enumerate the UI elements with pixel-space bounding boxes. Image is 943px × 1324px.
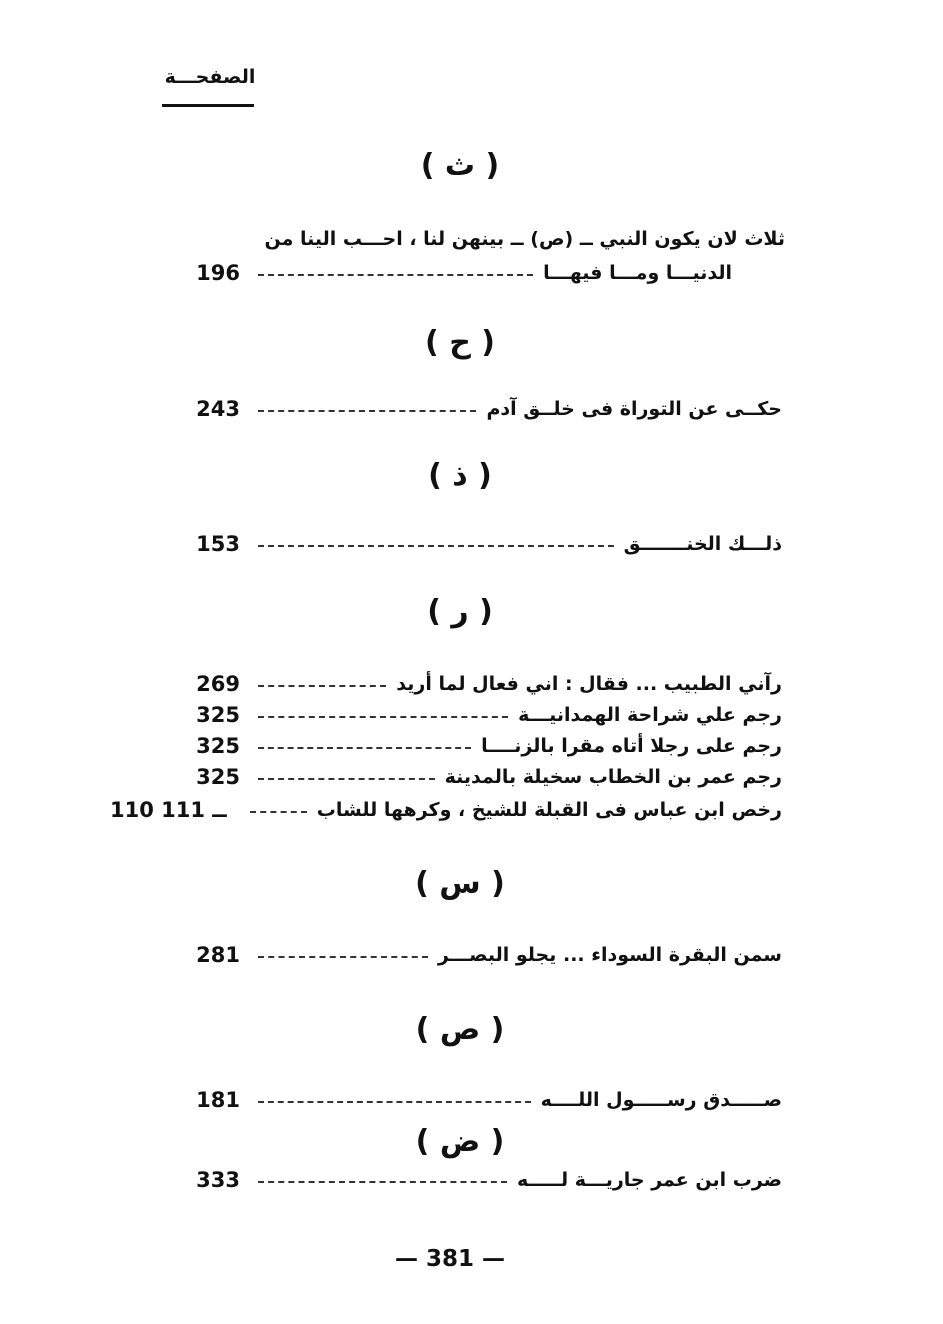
entry-text: حكــى عن التوراة فى خلــق آدم [486,398,782,420]
leader-dots [258,956,428,958]
leader-dots [258,274,533,276]
index-entry [110,258,732,288]
leader-dots [250,811,307,813]
entry-page-number: 325 [196,734,240,758]
entry-text: رجم عمر بن الخطاب سخيلة بالمدينة [444,766,782,788]
entry-page-number: 269 [196,672,240,696]
index-entry [110,731,782,761]
index-entry [110,795,782,825]
index-entry [110,1085,782,1115]
entry-text: سمن البقرة السوداء ... يجلو البصـــر [437,944,782,966]
index-entry [110,762,782,792]
entry-page-number: 325 [196,765,240,789]
entry-page-number: 243 [196,397,240,421]
page-label: الصفحـــة [164,66,256,88]
entry-text: رجم علي شراحة الهمدانيـــة [518,704,782,726]
index-entry [110,394,782,424]
entry-text: صـــــدق رســـــول اللــــه [540,1089,782,1111]
index-entry [110,940,782,970]
section-heading-tha: ( ث ) [420,148,500,183]
entry-page-number: 181 [196,1088,240,1112]
leader-dots [258,685,386,687]
index-entry [110,700,782,730]
entry-page-number: 281 [196,943,240,967]
section-heading-dhal: ( ذ ) [428,458,492,493]
entry-page-number: 333 [196,1168,240,1192]
leader-dots [258,1101,531,1103]
index-entry-text-line1: ثلاث لان يكون النبي ــ (ص) ــ بينهن لنا ، احـــب الينا من [264,228,785,250]
entry-text: رخص ابن عباس فى القبلة للشيخ ، وكرهها للشاب [316,799,782,821]
leader-dots [258,778,435,780]
section-heading-sin: ( س ) [415,866,505,901]
leader-dots [258,747,471,749]
entry-text: رجم على رجلا أتاه مقرا بالزنــــا [481,735,782,757]
leader-dots [258,716,508,718]
entry-text-line2: الدنيـــا ومـــا فيهـــا [543,262,732,284]
entry-text: ذلـــك الخنـــــــق [623,533,782,555]
entry-page-number: 196 [196,261,240,285]
index-entry [110,529,782,559]
section-heading-sad: ( ص ) [415,1012,505,1047]
leader-dots [258,410,476,412]
index-entry [110,669,782,699]
section-heading-ra: ( ر ) [427,594,493,629]
leader-dots [258,1181,507,1183]
page-number: — 381 — [394,1246,506,1272]
leader-dots [258,545,614,547]
section-heading-dad: ( ض ) [415,1124,505,1159]
entry-text: ضرب ابن عمر جاريـــة لـــــه [516,1169,782,1191]
entry-page-number: 325 [196,703,240,727]
entry-page-range: 110 ــ 111 [110,798,227,822]
entry-text: رآني الطبيب ... فقال : اني فعال لما أريد [396,673,782,695]
section-heading-ha: ( ح ) [425,325,495,360]
page-label-underline [162,104,254,107]
entry-page-number: 153 [196,532,240,556]
index-entry [110,1165,782,1195]
